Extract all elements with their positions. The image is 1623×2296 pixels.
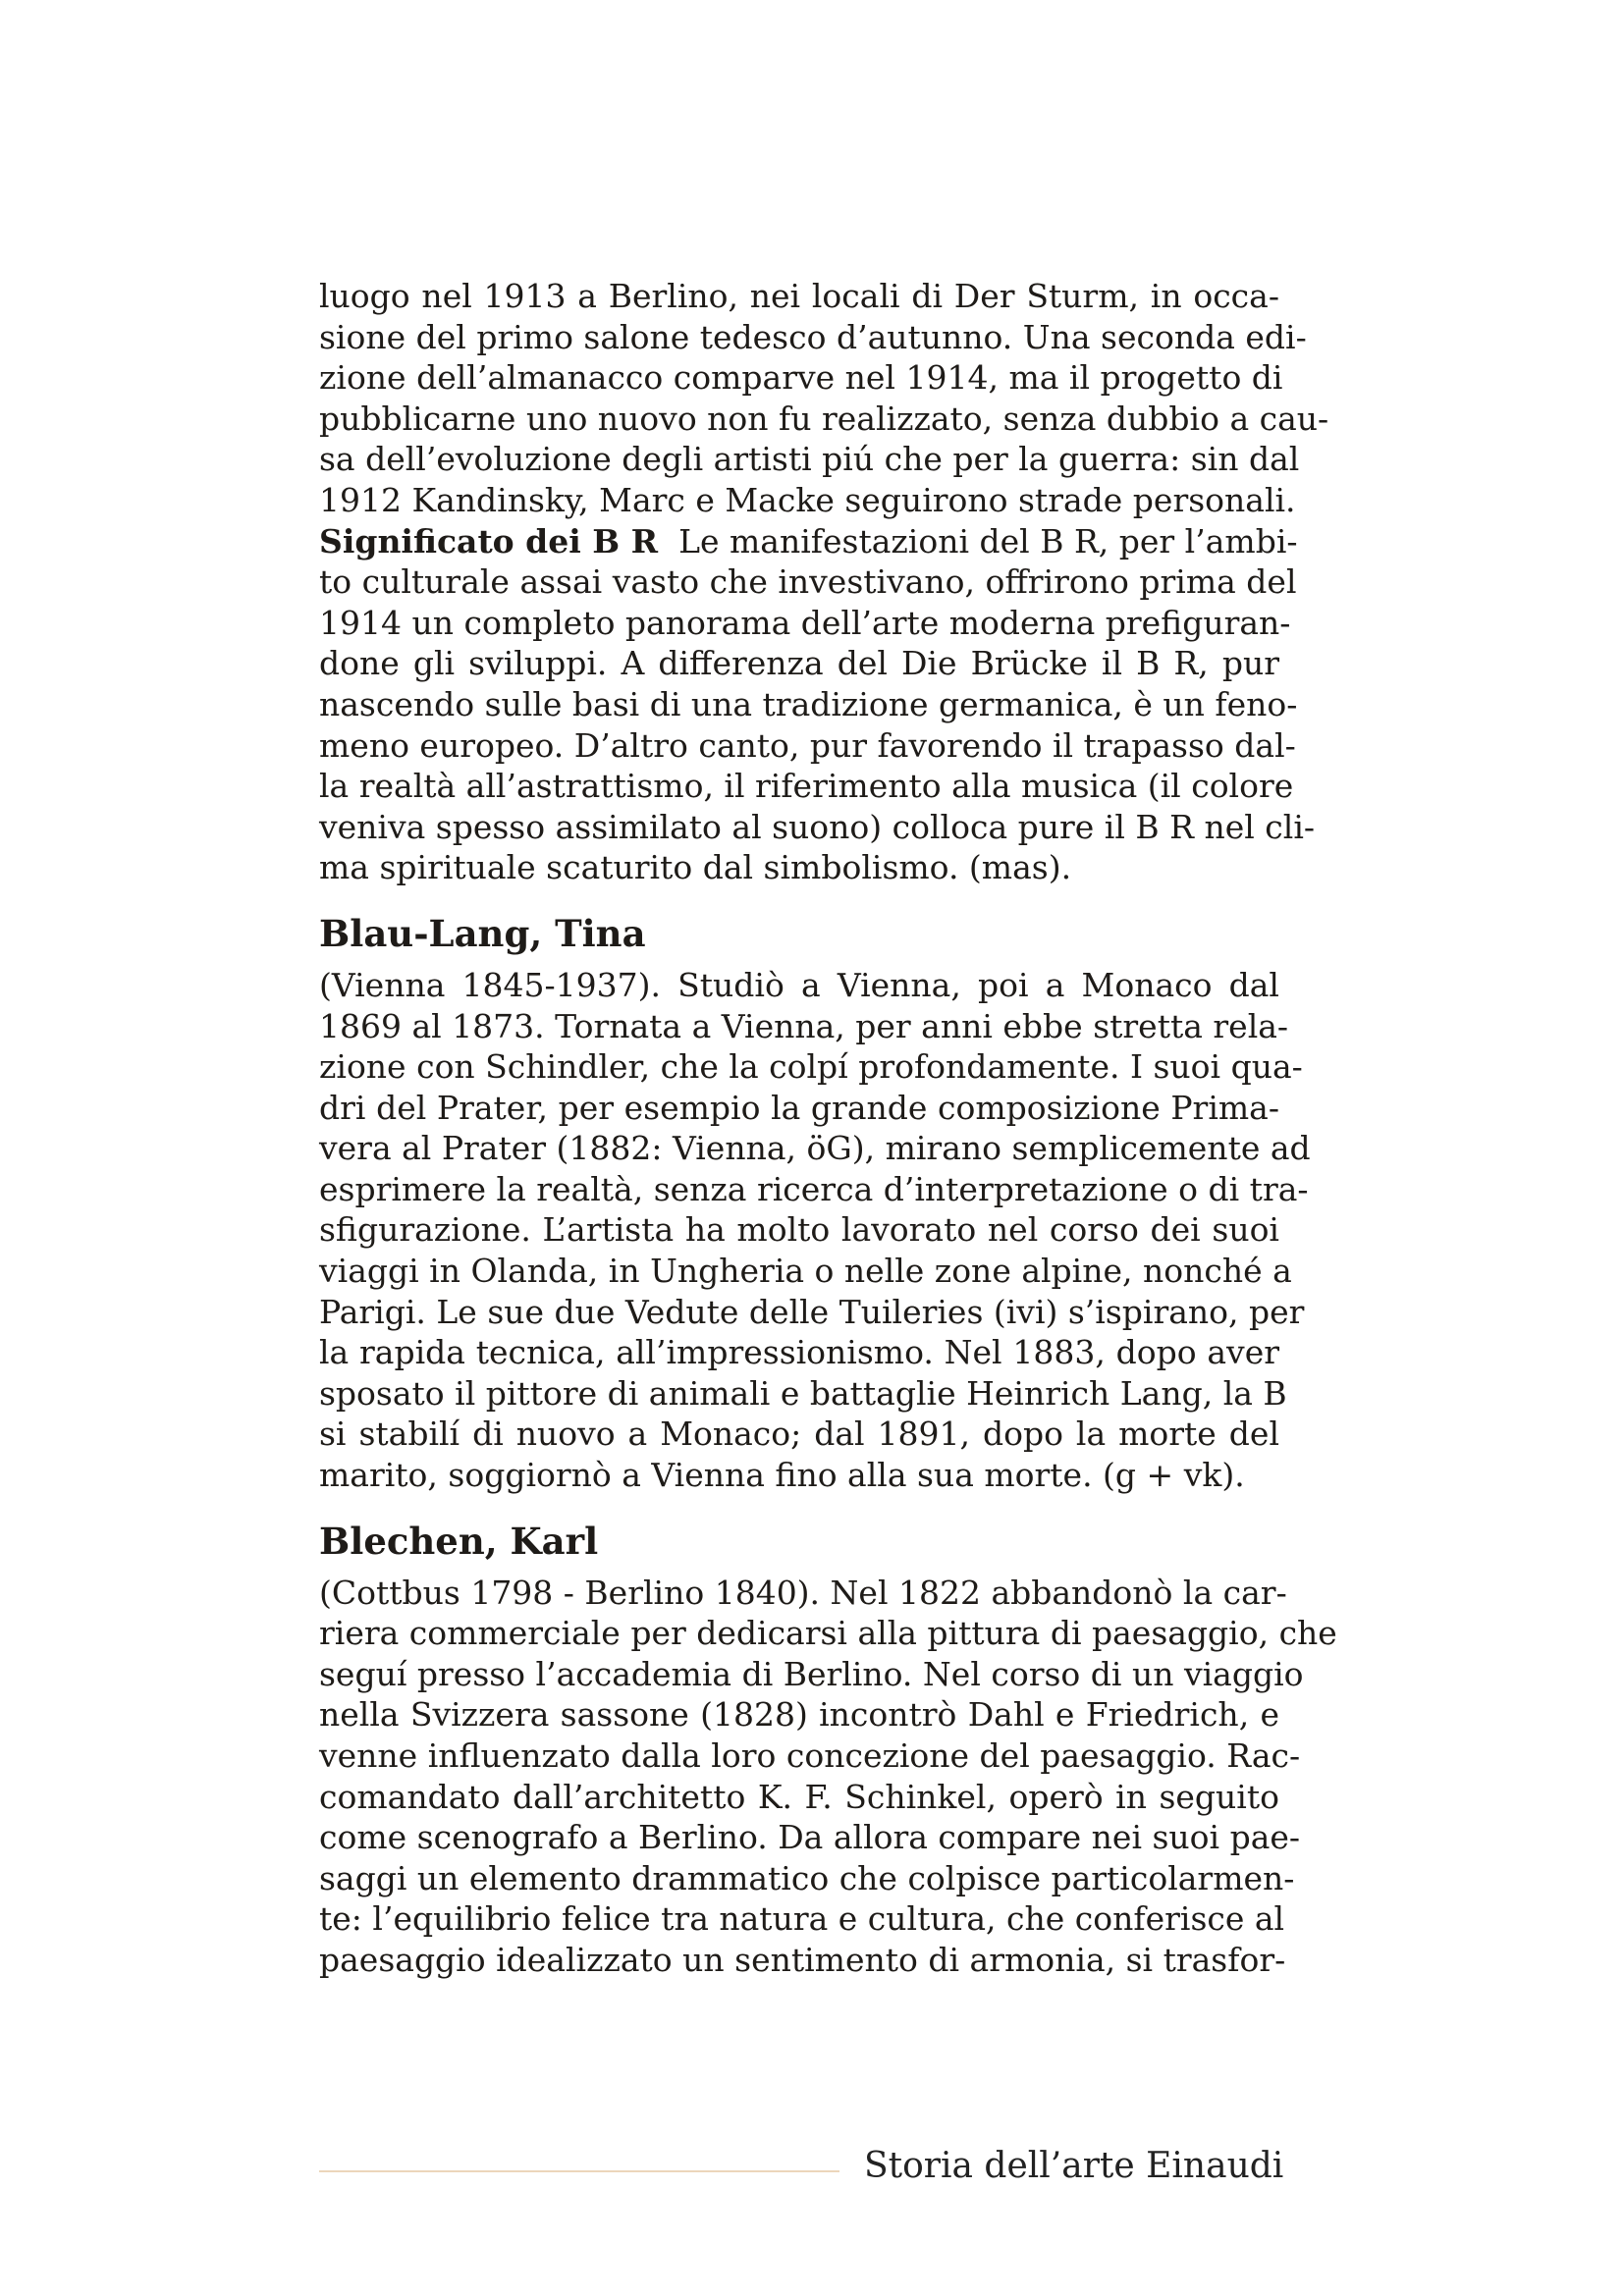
text-line: paesaggio idealizzato un sentimento di armonia, si trasfor-	[319, 1940, 1286, 1979]
entry-title: Blechen, Karl	[319, 1519, 599, 1563]
text-line: riera commerciale per dedicarsi alla pittura di paesaggio, che	[319, 1614, 1337, 1653]
page-body	[319, 276, 1337, 1981]
text-line: comandato dall’architetto K. F. Schinkel, operò in seguito	[319, 1777, 1279, 1816]
text-line: sposato il pittore di animali e battaglie Heinrich Lang, la B	[319, 1373, 1287, 1413]
text-line: viaggi in Olanda, in Ungheria o nelle zone alpine, nonché a	[319, 1252, 1292, 1291]
text-line: meno europeo. D’altro canto, pur favorendo il trapasso dal-	[319, 725, 1296, 765]
text-line: saggi un elemento drammatico che colpisce particolarmen-	[319, 1858, 1295, 1897]
text-line: zione con Schindler, che la colpí profondamente. I suoi qua-	[319, 1047, 1303, 1087]
text-line: la realtà all’astrattismo, il riferimento alla musica (il colore	[319, 767, 1294, 806]
text-line: seguí presso l’accademia di Berlino. Nel corso di un viaggio	[319, 1654, 1304, 1693]
entry-title: Blau-Lang, Tina	[319, 911, 646, 955]
text-line: nella Svizzera sassone (1828) incontrò Dahl e Friedrich, e	[319, 1695, 1279, 1735]
text-line: esprimere la realtà, senza ricerca d’interpretazione o di tra-	[319, 1169, 1309, 1208]
entry-blechen	[319, 1518, 1337, 1981]
text-line: to culturale assai vasto che investivano, offrirono prima del	[319, 562, 1297, 602]
text-line: Parigi. Le sue due Vedute delle Tuileries (ivi) s’ispirano, per	[319, 1292, 1305, 1331]
intro-paragraph	[319, 276, 1329, 521]
text-line: (Cottbus 1798 - Berlino 1840). Nel 1822 abbandonò la car-	[319, 1573, 1287, 1612]
footer-title: Storia dell’arte Einaudi	[864, 2146, 1284, 2186]
entry-blau-lang	[319, 910, 1311, 1496]
text-line: si stabilí di nuovo a Monaco; dal 1891, dopo la morte del	[319, 1415, 1279, 1454]
text-fragment: Le manifestazioni del B R, per l’ambi-	[678, 521, 1298, 561]
text-line: veniva spesso assimilato al suono) colloca pure il B R nel cli-	[319, 807, 1316, 846]
text-line: te: l’equilibrio felice tra natura e cultura, che conferisce al	[319, 1899, 1285, 1939]
text-line: sione del primo salone tedesco d’autunno. Una seconda edi-	[319, 317, 1307, 356]
text-line: marito, soggiornò a Vienna fino alla sua morte. (g + vk).	[319, 1456, 1245, 1495]
text-line	[319, 521, 1298, 562]
text-line: nascendo sulle basi di una tradizione germanica, è un feno-	[319, 684, 1298, 723]
text-line: luogo nel 1913 a Berlino, nei locali di Der Sturm, in occa-	[319, 277, 1279, 315]
text-line: zione dell’almanacco comparve nel 1914, ma il progetto di	[319, 358, 1283, 398]
text-line: done gli sviluppi. A differenza del Die Brücke il B R, pur	[319, 644, 1279, 683]
text-line: sa dell’evoluzione degli artisti piú che per la guerra: sin dal	[319, 440, 1300, 479]
text-line: venne influenzato dalla loro concezione del paesaggio. Rac-	[319, 1736, 1301, 1775]
text-line: 1912 Kandinsky, Marc e Macke seguirono strade personali.	[319, 480, 1296, 519]
significato-lead: Significato dei B R	[319, 521, 659, 561]
text-line: 1869 al 1873. Tornata a Vienna, per anni ebbe stretta rela-	[319, 1006, 1289, 1045]
significato-paragraph	[319, 521, 1316, 888]
text-line: vera al Prater (1882: Vienna, öG), mirano semplicemente ad	[319, 1129, 1311, 1168]
text-line: come scenografo a Berlino. Da allora compare nei suoi pae-	[319, 1818, 1301, 1857]
text-line: ma spirituale scaturito dal simbolismo. (mas).	[319, 848, 1072, 887]
text-line: la rapida tecnica, all’impressionismo. Nel 1883, dopo aver	[319, 1333, 1279, 1372]
footer-divider	[319, 2170, 839, 2172]
text-line: sfigurazione. L’artista ha molto lavorato nel corso dei suoi	[319, 1210, 1279, 1250]
text-line: pubblicarne uno nuovo non fu realizzato, senza dubbio a cau-	[319, 399, 1329, 438]
text-line: 1914 un completo panorama dell’arte moderna prefiguran-	[319, 603, 1291, 642]
text-line: (Vienna 1845-1937). Studiò a Vienna, poi a Monaco dal	[319, 965, 1279, 1004]
text-line: dri del Prater, per esempio la grande composizione Prima-	[319, 1088, 1279, 1127]
